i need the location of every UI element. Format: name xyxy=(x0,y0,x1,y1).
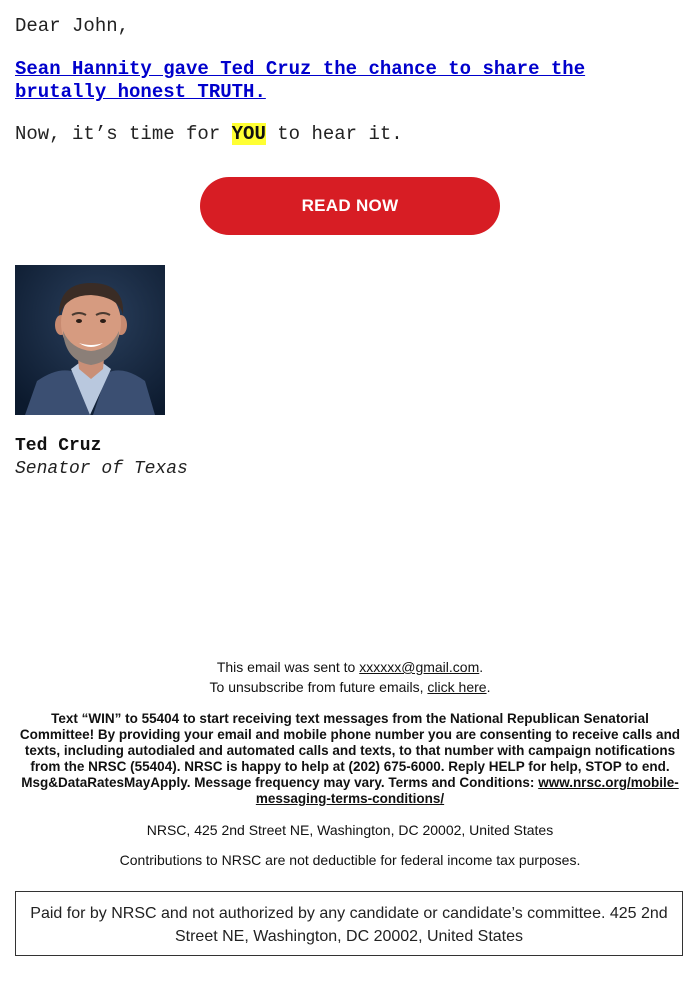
paid-for-disclaimer: Paid for by NRSC and not authorized by any candidate or candidate’s committee. 425 2nd Street NE, Washington, DC 20002, United States xyxy=(15,891,683,956)
text-program-body: Text “WIN” to 55404 to start receiving text messages from the National Republican Senatorial Committee! By providing your email and mobile phone number you are consenting to receive calls and texts, including autodialed and automated calls and texts, to that number with campaign notifications from the NRSC (55404). NRSC is happy to help at (202) 675-6000. Reply HELP for help, STOP to end. Msg&DataRatesMayApply. Message frequency may vary. Terms and Conditions: xyxy=(19,711,681,790)
unsub-suffix: . xyxy=(486,679,491,695)
terms-link[interactable]: www.nrsc.org/mobile-messaging-terms-conditions/ xyxy=(255,775,679,806)
read-now-button[interactable]: READ NOW xyxy=(200,177,500,235)
recipient-email-link[interactable]: xxxxxx@gmail.com xyxy=(359,659,480,675)
sent-suffix: . xyxy=(479,659,484,675)
tease-text xyxy=(15,123,403,145)
tease-after: to hear it. xyxy=(265,123,403,145)
unsubscribe-link[interactable]: click here xyxy=(427,679,487,695)
mailing-address: NRSC, 425 2nd Street NE, Washington, DC 20002, United States xyxy=(146,822,554,838)
unsub-prefix: To unsubscribe from future emails, xyxy=(209,679,428,695)
signature-name: Ted Cruz xyxy=(15,436,102,456)
tease-before: Now, it’s time for xyxy=(15,123,232,145)
contributions-notice: Contributions to NRSC are not deductible for federal income tax purposes. xyxy=(119,852,581,868)
footer-sent-notice xyxy=(15,657,685,697)
greeting: Dear John, xyxy=(15,15,130,37)
tease-highlight: YOU xyxy=(231,123,266,145)
sent-prefix: This email was sent to xyxy=(216,659,360,675)
text-program-notice xyxy=(15,711,685,807)
headline-link[interactable]: Sean Hannity gave Ted Cruz the chance to share the brutally honest TRUTH. xyxy=(15,58,586,103)
signature-title: Senator of Texas xyxy=(15,459,188,479)
portrait-photo xyxy=(15,265,165,415)
